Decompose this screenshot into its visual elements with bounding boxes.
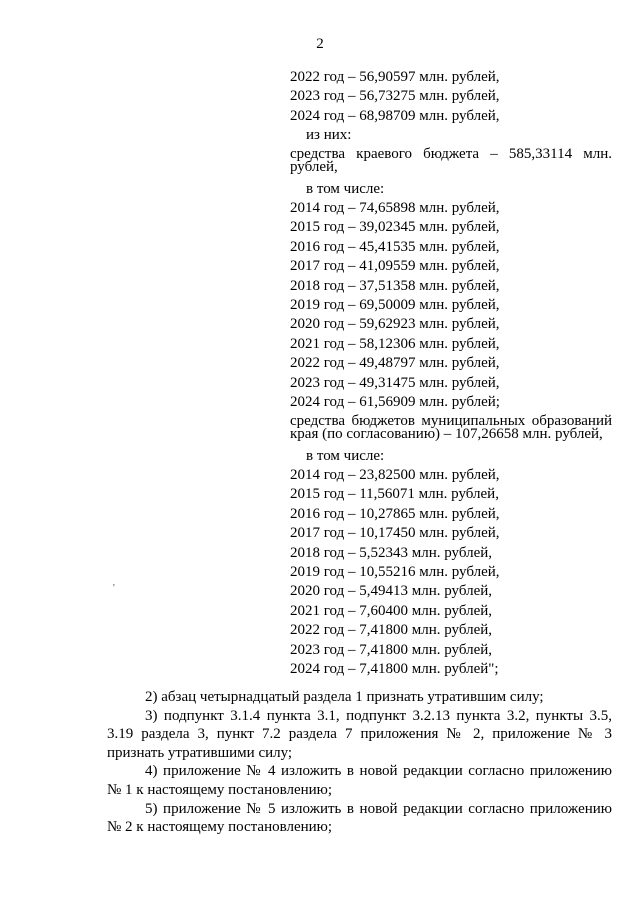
paragraph: 4) приложение № 4 изложить в новой редакции согласно приложению № 1 к настоящему постановлению; xyxy=(107,763,612,798)
municipal-budget-text: средства бюджетов муниципальных образований края (по согласованию) – 107,26658 млн. рублей, xyxy=(290,412,612,442)
kraevoy-budget-text: средства краевого бюджета – 585,33114 млн. рублей, xyxy=(290,145,612,175)
block3-years xyxy=(290,466,612,679)
body-paragraphs xyxy=(107,688,612,837)
year-line: 2023 год – 7,41800 млн. рублей, xyxy=(290,641,493,658)
year-line: 2014 год – 23,82500 млн. рублей, xyxy=(290,466,500,483)
year-line: 2020 год – 59,62923 млн. рублей, xyxy=(290,316,500,333)
year-line: 2022 год – 56,90597 млн. рублей, xyxy=(290,69,500,85)
year-line: 2016 год – 45,41535 млн. рублей, xyxy=(290,238,500,255)
year-line: 2015 год – 39,02345 млн. рублей, xyxy=(290,219,500,236)
year-line: 2019 год – 10,55216 млн. рублей, xyxy=(290,563,500,580)
year-line: 2017 год – 41,09559 млн. рублей, xyxy=(290,258,500,275)
block2-years xyxy=(290,199,612,412)
year-line: 2020 год – 5,49413 млн. рублей, xyxy=(290,583,493,600)
year-line: 2017 год – 10,17450 млн. рублей, xyxy=(290,525,500,542)
year-line: 2024 год – 7,41800 млн. рублей"; xyxy=(290,660,499,677)
year-line: 2015 год – 11,56071 млн. рублей, xyxy=(290,486,499,503)
paragraph: 3) подпункт 3.1.4 пункта 3.1, подпункт 3.2.13 пункта 3.2, пункты 3.5, 3.19 раздела 3, пункт 7.2 раздела 7 приложения № 2, приложение № 3 признать утратившими силу; xyxy=(107,707,612,761)
v-tom-chisle-label-2: в том числе: xyxy=(306,447,385,464)
year-line: 2023 год – 56,73275 млн. рублей, xyxy=(290,88,500,105)
year-line: 2021 год – 58,12306 млн. рублей, xyxy=(290,335,500,352)
funding-breakdown xyxy=(290,68,612,679)
stray-mark: ' xyxy=(113,583,115,594)
year-line: 2022 год – 49,48797 млн. рублей, xyxy=(290,355,500,372)
year-line: 2021 год – 7,60400 млн. рублей, xyxy=(290,602,493,619)
paragraph: 5) приложение № 5 изложить в новой редакции согласно приложению № 2 к настоящему постановлению; xyxy=(107,800,612,836)
year-line: 2019 год – 69,50009 млн. рублей, xyxy=(290,297,500,314)
year-line: 2016 год – 10,27865 млн. рублей, xyxy=(290,505,500,522)
year-line: 2014 год – 74,65898 млн. рублей, xyxy=(290,200,500,217)
year-line: 2024 год – 68,98709 млн. рублей, xyxy=(290,107,500,124)
year-line: 2018 год – 5,52343 млн. рублей, xyxy=(290,544,493,561)
year-line: 2024 год – 61,56909 млн. рублей; xyxy=(290,394,500,411)
year-line: 2022 год – 7,41800 млн. рублей, xyxy=(290,622,493,639)
page-number: 2 xyxy=(316,36,324,52)
block1-years xyxy=(290,68,612,126)
year-line: 2023 год – 49,31475 млн. рублей, xyxy=(290,374,500,391)
paragraph: 2) абзац четырнадцатый раздела 1 признать утратившим силу; xyxy=(145,689,544,705)
year-line: 2018 год – 37,51358 млн. рублей, xyxy=(290,277,500,294)
v-tom-chisle-label-1: в том числе: xyxy=(306,180,385,197)
iz-nih-label: из них: xyxy=(306,127,352,144)
